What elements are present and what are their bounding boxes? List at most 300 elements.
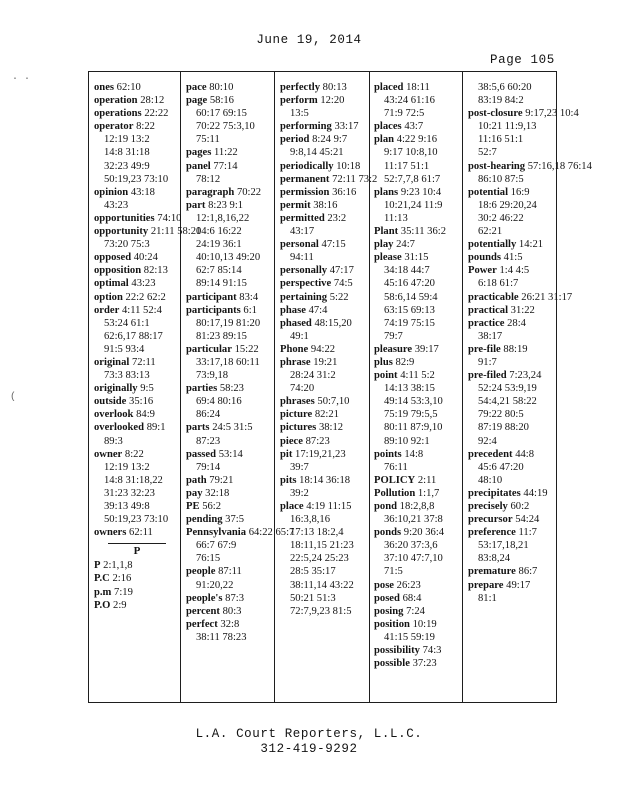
index-entry (186, 605, 274, 618)
page-line-reference: 43:18 (130, 186, 155, 198)
index-term: pond (374, 501, 397, 512)
index-term: pit (280, 448, 293, 460)
page-line-reference: 82:13 (143, 265, 168, 277)
page-line-reference: 22:22 (144, 108, 169, 120)
index-entry (374, 343, 462, 356)
page-line-reference: 14:8 (404, 448, 424, 460)
margin-mark-left: ( (10, 392, 17, 403)
page-line-reference: 11:7 (518, 527, 537, 539)
page-line-reference: 21:11 58:20 (150, 226, 202, 238)
page-line-reference: 71:9 72:5 (384, 108, 425, 120)
page-line-reference: 6:18 61:7 (478, 278, 519, 290)
page-line-reference: 9:17 10:8,10 (384, 147, 438, 159)
page-line-reference: 73:9,18 (196, 370, 229, 382)
index-entry (468, 513, 556, 526)
index-term: phrase (280, 356, 311, 368)
page-line-reference: 8:22 (124, 448, 144, 460)
page-line-reference: 39:13 49:8 (104, 501, 150, 512)
page-line-reference: 43:23 (104, 199, 129, 211)
index-term: pictures (280, 422, 317, 434)
index-term: pre-filed (468, 370, 507, 382)
index-entry (186, 199, 274, 291)
index-entry (374, 487, 462, 500)
index-term: participants (186, 304, 241, 316)
page-line-reference: 92:4 (478, 435, 497, 447)
page-line-reference: 14:6 16:22 (196, 226, 242, 238)
index-term: point (374, 370, 398, 382)
page-line-reference: 18:2,8,8 (399, 501, 435, 512)
page-line-reference: 50:19,23 73:10 (104, 173, 169, 185)
index-entry (468, 304, 556, 317)
index-entry (94, 212, 180, 225)
page-line-reference: 6:1 (243, 304, 257, 316)
page-line-reference: 94:22 (310, 343, 336, 355)
index-term: phased (280, 317, 312, 329)
index-term: post-closure (468, 108, 523, 120)
page-line-reference: 4:22 9:16 (396, 134, 438, 146)
page-line-reference: 91:20,22 (196, 579, 234, 591)
page-line-reference: 11:13 (384, 212, 408, 224)
index-entry (280, 212, 369, 238)
index-term: position (374, 618, 410, 630)
page-line-reference: 74:5 (333, 278, 353, 290)
margin-mark-top: . . (12, 72, 31, 83)
page-line-reference: 26:23 (396, 579, 421, 591)
index-term: P (94, 560, 101, 572)
page-line-reference: 14:8 31:18 (104, 147, 150, 159)
index-term: play (374, 239, 394, 251)
index-entry (186, 382, 274, 421)
index-term: premature (468, 566, 516, 578)
index-term: plus (374, 356, 393, 368)
index-term: permitted (280, 212, 325, 224)
page-line-reference: 35:11 36:2 (400, 226, 447, 238)
page-line-reference: 89:14 91:15 (196, 278, 247, 290)
page-line-reference: 18:6 29:20,24 (478, 199, 537, 211)
index-entry (280, 317, 369, 343)
index-entry (280, 81, 369, 94)
index-entry (280, 343, 369, 356)
page-line-reference: 9:20 36:4 (403, 527, 445, 539)
index-term: plan (374, 134, 395, 146)
page-line-reference: 18:14 36:18 (299, 474, 351, 486)
index-entry (186, 592, 274, 605)
page-line-reference: 9:8,14 45:21 (290, 147, 344, 159)
index-entry (374, 644, 462, 657)
index-entry (374, 448, 462, 474)
page-line-reference: 62:7 85:14 (196, 265, 242, 277)
index-entry (374, 225, 462, 238)
index-entry (186, 487, 274, 500)
page-line-reference: 48:15,20 (314, 317, 352, 329)
page-line-reference: 41:15 59:19 (384, 631, 435, 643)
index-term: overlooked (94, 422, 145, 434)
page-line-reference: 11:17 51:1 (384, 160, 430, 172)
page-line-reference: 40:10,13 49:20 (196, 252, 261, 264)
page-line-reference: 74:19 75:15 (384, 317, 435, 329)
index-entry (186, 146, 274, 159)
page-line-reference: 80:13 (322, 82, 347, 93)
index-entry (280, 421, 369, 434)
page-line-reference: 8:23 9:1 (208, 199, 244, 211)
page-line-reference: 38:11 78:23 (196, 631, 247, 643)
index-entry (186, 513, 274, 526)
page-line-reference: 89:10 92:1 (384, 435, 430, 447)
page-line-reference: 86:7 (518, 566, 538, 578)
page-line-reference: 31:15 (404, 252, 429, 264)
index-term: pounds (468, 252, 501, 264)
index-entry (374, 500, 462, 526)
page-line-reference: 10:19 (412, 618, 437, 630)
index-term: placed (374, 82, 404, 93)
index-entry (186, 474, 274, 487)
index-entry (94, 395, 180, 408)
index-entry (374, 474, 462, 487)
page-line-reference: 36:16 (332, 186, 357, 198)
page-line-reference: 86:10 87:5 (478, 173, 524, 185)
page-line-reference: 2:11 (417, 474, 437, 486)
index-term: pre-file (468, 343, 501, 355)
page-line-reference: 78:12 (196, 173, 221, 185)
index-entry (468, 487, 556, 500)
index-entry (94, 421, 180, 447)
index-entry (374, 605, 462, 618)
index-entry (374, 579, 462, 592)
page-line-reference: 14:13 38:15 (384, 383, 435, 395)
page-line-reference: 87:11 (218, 566, 242, 578)
page-line-reference: 47:15 (321, 239, 346, 251)
index-term: potentially (468, 239, 517, 251)
page-line-reference: 38:16 (313, 199, 338, 211)
index-entry (374, 133, 462, 185)
index-entry (94, 107, 180, 120)
index-term: Plant (374, 226, 399, 238)
page-line-reference: 74:3 (422, 645, 442, 657)
index-term: prepare (468, 579, 504, 591)
index-column-5 (468, 81, 592, 702)
page-line-reference: 58:16 (209, 95, 234, 107)
index-entry (374, 657, 462, 670)
index-entry (94, 120, 180, 185)
footer-company: L.A. Court Reporters, L.L.C. (195, 727, 423, 741)
index-entry (94, 586, 180, 599)
index-term: owners (94, 527, 127, 539)
index-term: phase (280, 304, 306, 316)
index-term: practice (468, 317, 505, 329)
page-line-reference: 37:10 47:7,10 (384, 553, 443, 565)
page-line-reference: 81:1 (478, 592, 497, 604)
index-term: plans (374, 186, 399, 198)
page-line-reference: 87:23 (196, 435, 221, 447)
page-line-reference: 75:19 79:5,5 (384, 409, 438, 421)
index-entry (94, 291, 180, 304)
page-line-reference: 53:14 (218, 448, 243, 460)
page-line-reference: 31:22 (510, 304, 535, 316)
page-line-reference: 56:2 (202, 501, 222, 512)
index-term: optimal (94, 278, 129, 290)
index-entry (186, 500, 274, 513)
page-line-reference: 73:3 83:13 (104, 370, 150, 382)
page-line-reference: 16:9 (510, 186, 530, 198)
page-line-reference: 79:22 80:5 (478, 409, 524, 421)
index-entry (280, 291, 369, 304)
index-entry (94, 304, 180, 356)
index-entry (374, 526, 462, 578)
page-line-reference: 38:17 (478, 330, 503, 342)
index-term: P.O (94, 599, 111, 611)
index-entry (468, 565, 556, 578)
index-entry (94, 382, 180, 395)
index-term: operation (94, 95, 138, 107)
index-term: outside (94, 396, 127, 408)
index-entry (468, 526, 556, 565)
index-entry (186, 94, 274, 146)
index-term: Pollution (374, 487, 416, 499)
page-line-reference: 19:21 (313, 356, 338, 368)
page-line-reference: 44:8 (515, 448, 535, 460)
page-line-reference: 83:4 (239, 291, 259, 303)
index-term: personally (280, 265, 328, 277)
index-term: ones (94, 82, 115, 93)
index-entry (468, 448, 556, 487)
index-term: phrases (280, 396, 315, 408)
index-entry (280, 304, 369, 317)
page-line-reference: 10:21,24 11:9 (384, 199, 443, 211)
index-term: opposed (94, 252, 132, 264)
page-line-reference: 7:19 (114, 586, 133, 598)
index-entry (94, 186, 180, 212)
index-term: places (374, 121, 402, 133)
page-line-reference: 23:2 (327, 212, 347, 224)
page-line-reference: 24:5 31:5 (212, 422, 253, 434)
index-term: pertaining (280, 291, 328, 303)
page-line-reference: 30:2 46:22 (478, 212, 524, 224)
index-entry (468, 369, 556, 448)
index-entry (280, 277, 369, 290)
index-entry (280, 199, 369, 212)
page-line-reference: 80:3 (222, 605, 242, 617)
index-entry (280, 133, 369, 159)
index-entry (186, 343, 274, 382)
index-entry (374, 618, 462, 644)
page-line-reference: 62:11 (129, 527, 153, 539)
index-entry (280, 94, 369, 120)
page-line-reference: 7:24 (406, 605, 425, 617)
index-term: picture (280, 409, 313, 421)
page-line-reference: 16:3,8,16 (290, 514, 331, 526)
date-header: June 19, 2014 (256, 33, 362, 47)
page-line-reference: 71:5 (384, 566, 403, 578)
index-term: POLICY (374, 474, 416, 486)
index-entry (468, 500, 556, 513)
page-line-reference: 70:22 75:3,10 (196, 121, 255, 133)
index-entry (94, 356, 180, 382)
page-line-reference: 32:18 (205, 487, 230, 499)
page-line-reference: 79:7 (384, 330, 403, 342)
page-line-reference: 26:21 31:17 (521, 291, 573, 303)
index-term: permanent (280, 173, 330, 185)
index-entry (468, 160, 592, 186)
page-line-reference: 77:14 (213, 160, 238, 172)
index-entry (94, 225, 202, 251)
page-line-reference: 83:19 84:2 (478, 95, 524, 107)
page-line-reference: 12:20 (320, 95, 345, 107)
page-line-reference: 28:24 31:2 (290, 370, 336, 382)
page-line-reference: 36:10,21 37:8 (384, 514, 443, 526)
index-term: operator (94, 121, 134, 133)
index-term: practical (468, 304, 509, 316)
index-entry (280, 264, 369, 277)
page-line-reference: 94:11 (290, 252, 314, 264)
page-line-reference: 52:24 53:9,19 (478, 383, 537, 395)
index-term: operations (94, 108, 142, 120)
page-line-reference: 43:17 (290, 226, 315, 238)
index-term: please (374, 252, 402, 264)
page-line-reference: 9:17,23 10:4 (525, 108, 579, 120)
index-term: perfectly (280, 82, 320, 93)
page-line-reference: 62:6,17 88:17 (104, 330, 163, 342)
index-entry (468, 186, 556, 238)
page-line-reference: 5:22 (329, 291, 349, 303)
page-line-reference: 4:19 11:15 (306, 501, 352, 512)
page-line-reference: 4:11 52:4 (121, 304, 162, 316)
index-term: people (186, 566, 216, 578)
index-term: people's (186, 592, 223, 604)
index-term: preference (468, 527, 516, 539)
page-line-reference: 37:23 (412, 658, 437, 670)
index-entry (94, 599, 180, 612)
index-entry (468, 251, 556, 264)
index-term: pay (186, 487, 203, 499)
index-entry (280, 408, 369, 421)
page-line-reference: 82:9 (395, 356, 415, 368)
page-line-reference: 47:17 (329, 265, 354, 277)
index-entry (468, 317, 556, 343)
index-term: posing (374, 605, 404, 617)
index-entry (94, 526, 180, 539)
page-line-reference: 36:20 37:3,6 (384, 540, 438, 552)
index-term: opportunity (94, 226, 149, 238)
index-entry (94, 81, 180, 94)
page-line-reference: 2:9 (113, 599, 127, 611)
page-line-reference: 43:24 61:16 (384, 95, 435, 107)
page-line-reference: 87:3 (225, 592, 244, 604)
page-line-reference: 1:4 4:5 (499, 265, 530, 277)
page-line-reference: 40:24 (133, 252, 158, 264)
index-term: precisely (468, 501, 508, 512)
page-line-reference: 80:17,19 81:20 (196, 317, 261, 329)
index-term: precursor (468, 514, 513, 526)
index-entry (186, 304, 274, 343)
index-term: possible (374, 658, 410, 670)
page-line-reference: 62:21 (478, 226, 503, 238)
page-line-reference: 43:7 (404, 121, 424, 133)
page-line-reference: 18:11 (406, 82, 430, 93)
index-term: post-hearing (468, 160, 526, 172)
page-line-reference: 2:1,1,8 (103, 560, 133, 572)
index-term: P.C (94, 573, 110, 585)
page-line-reference: 12:19 13:2 (104, 461, 150, 473)
page-line-reference: 4:11 5:2 (400, 370, 435, 382)
index-entry (374, 238, 462, 251)
index-entry (186, 421, 274, 447)
page-line-reference: 91:5 93:4 (104, 343, 145, 355)
index-term: part (186, 199, 206, 211)
page-number: Page 105 (490, 53, 555, 67)
index-term: path (186, 474, 207, 486)
index-entry (280, 395, 369, 408)
index-entry (94, 277, 180, 290)
page-line-reference: 66:7 67:9 (196, 540, 237, 552)
index-term: precedent (468, 448, 513, 460)
index-entry (468, 81, 556, 107)
page-line-reference: 24:7 (396, 239, 415, 251)
index-term: Power (468, 265, 497, 277)
page-line-reference: 11:22 (213, 147, 238, 159)
index-entry (374, 81, 462, 120)
index-entry (94, 264, 180, 277)
page-line-reference: 69:4 80:16 (196, 396, 242, 408)
index-entry (280, 173, 378, 186)
index-entry (280, 186, 369, 199)
index-term: permission (280, 186, 330, 198)
index-entry (280, 474, 369, 500)
index-entry (94, 448, 180, 527)
index-term: parties (186, 383, 218, 395)
column-divider (274, 72, 275, 702)
index-term: possibility (374, 645, 420, 657)
page-line-reference: 89:1 (146, 422, 166, 434)
index-term: potential (468, 186, 509, 198)
page-line-reference: 43:23 (131, 278, 156, 290)
page-line-reference: 24:19 36:1 (196, 239, 242, 251)
page-line-reference: 72:11 73:2 (332, 173, 378, 185)
index-term: perform (280, 95, 318, 107)
page-line-reference: 32:8 (220, 618, 240, 630)
index-term: place (280, 501, 304, 512)
page-line-reference: 37:5 (225, 514, 245, 526)
page-line-reference: 81:23 89:15 (196, 330, 247, 342)
page-line-reference: 38:12 (318, 422, 344, 434)
page-line-reference: 12:19 13:2 (104, 134, 150, 146)
page-line-reference: 17:13 18:2,4 (290, 527, 344, 539)
page-line-reference: 45:6 47:20 (478, 461, 524, 473)
index-term: precipitates (468, 487, 521, 499)
index-term: pace (186, 82, 207, 93)
page-line-reference: 35:16 (129, 396, 154, 408)
page-line-reference: 50:21 51:3 (290, 592, 336, 604)
page-line-reference: 54:4,21 58:22 (478, 396, 537, 408)
page-line-reference: 70:22 (236, 186, 262, 198)
index-term: opposition (94, 265, 142, 277)
index-term: pleasure (374, 343, 413, 355)
page-line-reference: 14:21 (518, 239, 544, 251)
index-term: p.m (94, 586, 112, 598)
page-line-reference: 39:7 (290, 461, 309, 473)
page-line-reference: 68:4 (402, 592, 422, 604)
page-line-reference: 83:8,24 (478, 553, 511, 565)
index-entry (468, 264, 556, 290)
index-entry (186, 618, 274, 644)
index-term: perfect (186, 618, 218, 630)
index-term: periodically (280, 160, 334, 172)
page-line-reference: 87:23 (305, 435, 330, 447)
page-line-reference: 58:6,14 59:4 (384, 291, 438, 303)
index-entry (94, 559, 180, 572)
index-term: original (94, 356, 130, 368)
page-line-reference: 60:2 (510, 501, 530, 512)
index-entry (186, 448, 274, 474)
